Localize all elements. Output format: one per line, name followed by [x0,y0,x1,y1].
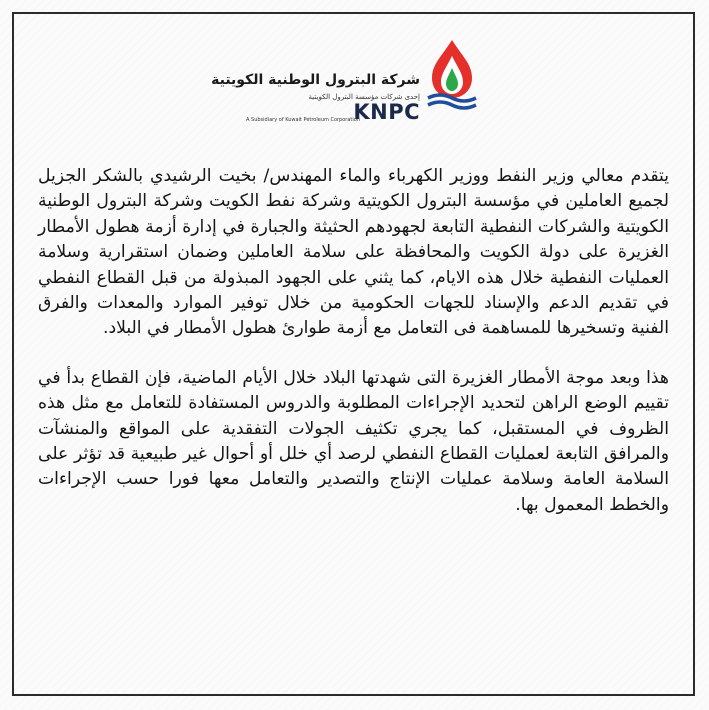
statement-body [38,164,669,542]
company-subtitle-english: A Subsidiary of Kuwait Petroleum Corporation [246,117,360,123]
company-subtitle-arabic: إحدى شركات مؤسسة البترول الكويتية [308,93,420,101]
knpc-logo [211,38,480,126]
flame-drop-icon [424,38,480,110]
company-name-arabic: شركة البترول الوطنية الكويتية [211,72,420,88]
paragraph: يتقدم معالي وزير النفط ووزير الكهرباء والماء المهندس/ بخيت الرشيدي بالشكر الجزيل لجميع العاملين في مؤسسة البترول الكويتية وشركة نفط الكويت وشركة البترول الوطنية الكويتية والشركات النفطية التابعة لجهودهم الحثيثة والجبارة في إدارة أزمة هطول الأمطار الغزيرة على دولة الكويت والمحافظة على سلامة العاملين وضمان استقرارية وسلامة العمليات النفطية خلال هذه الايام، كما يثني على الجهود المبذولة من قبل القطاع النفطي في تقديم الدعم والإسناد للجهات الحكومية من خلال توفير الموارد والمعدات والفرق الفنية وتسخيرها للمساهمة فى التعامل مع أزمة طوارئ هطول الأمطار في البلاد. [38,166,669,339]
paragraph: هذا وبعد موجة الأمطار الغزيرة التى شهدتها البلاد خلال الأيام الماضية، فإن القطاع بدأ في تقييم الوضع الراهن لتحديد الإجراءات المطلوبة والدروس المستفادة للتعامل مع مثل هذه الظروف في المستقبل، كما يجري تكثيف الجولات التفقدية على المواقع والمنشآت والمرافق التابعة لعمليات القطاع النفطي لرصد أي خلل أو أحوال غير طبيعية قد تؤثر على السلامة العامة وسلامة عمليات الإنتاج والتصدير والتعامل معها فورا حسب الإجراءات والخطط المعمول بها. [38,367,669,515]
company-acronym: KNPC [353,100,420,124]
